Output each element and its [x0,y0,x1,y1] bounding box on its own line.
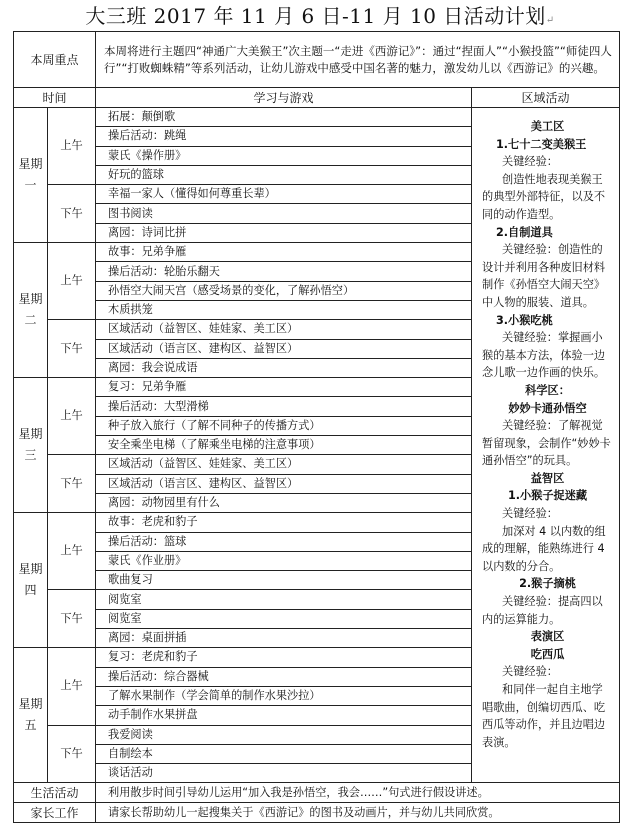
region-perf-1-key: 关键经验： [502,665,558,679]
day-label-mon: 星期一 [14,108,48,243]
region-art-1-title: 1.七十二变美猴王 [496,137,587,151]
activity-item: 离园：桌面拼插 [96,629,472,648]
schedule-table [13,31,620,823]
region-perf-1-title: 吃西瓜 [530,647,565,661]
region-puz-1-text: 加深对 4 以内数的组成的理解，能熟练进行 4 以内数的分合。 [482,524,606,573]
activity-item: 我爱阅读 [96,725,472,744]
activity-item: 木质拱笼 [96,300,472,319]
paragraph-mark-icon: ↵ [545,15,555,26]
activity-item: 孙悟空大闹天宫（感受场景的变化，了解孙悟空） [96,281,472,300]
activity-item: 幸福一家人（懂得如何尊重长辈） [96,185,472,204]
slot-morning: 上午 [48,108,96,185]
activity-item: 区域活动（语言区、建构区、益智区） [96,339,472,358]
region-puz-2-text: 关键经验：提高四以内的运算能力。 [482,595,603,626]
activity-item: 蒙氏《作业册》 [96,551,472,570]
region-sci-1-title: 妙妙卡通孙悟空 [508,401,587,415]
slot-afternoon: 下午 [48,590,96,648]
activity-item: 自制绘本 [96,744,472,763]
parents-row [14,803,620,823]
activity-item: 拓展：颠倒歌 [96,108,472,127]
activity-item: 区域活动（益智区、娃娃家、美工区） [96,320,472,339]
life-text: 利用散步时间引导幼儿运用“加入我是孙悟空，我会……”句式进行假设讲述。 [96,783,620,803]
activity-item: 离园：我会说成语 [96,358,472,377]
focus-label: 本周重点 [14,32,96,88]
region-art-1-key: 关键经验： [502,155,558,169]
activity-item: 故事：老虎和豹子 [96,513,472,532]
activity-item: 复习：老虎和豹子 [96,648,472,667]
activity-item: 阅览室 [96,609,472,628]
activity-item: 安全乘坐电梯（了解乘坐电梯的注意事项） [96,436,472,455]
activity-item: 区域活动（语言区、建构区、益智区） [96,474,472,493]
region-puz-1-key: 关键经验： [502,507,558,521]
activity-item: 操后活动：综合器械 [96,667,472,686]
activity-item: 好玩的篮球 [96,165,472,184]
region-perf-1-text: 和同伴一起自主地学唱歌曲，创编切西瓜、吃西瓜等动作，并且边唱边表演。 [482,683,606,749]
focus-text: 本周将进行主题四“神通广大美猴王”次主题一“走进《西游记》”：通过“捏面人”“小猴投篮”“师徒四人行”“打败蜘蛛精”等系列活动，让幼儿游戏中感受中国名著的魅力，激发幼儿以《西游记》的兴趣。 [96,32,620,88]
header-row [14,88,620,108]
slot-morning: 上午 [48,243,96,320]
day-label-tue: 星期二 [14,243,48,378]
slot-afternoon: 下午 [48,185,96,243]
region-art-3-text: 关键经验：掌握画小猴的基本方法，体验一边念儿歌一边作画的快乐。 [482,331,606,380]
slot-morning: 上午 [48,513,96,590]
region-art-title: 美工区 [530,120,565,133]
activity-item: 复习：兄弟争雁 [96,378,472,397]
activity-item: 操后活动：跳绳 [96,127,472,146]
region-puz-title: 益智区 [530,471,565,485]
region-perf-title: 表演区 [530,630,565,644]
activity-item: 蒙氏《操作册》 [96,146,472,165]
region-art-2-title: 2.自制道具 [496,225,553,239]
slot-morning: 上午 [48,648,96,725]
day-label-thu: 星期四 [14,513,48,648]
life-label: 生活活动 [14,783,96,803]
activity-item: 了解水果制作（学会简单的制作水果沙拉） [96,686,472,705]
table-row [14,108,620,127]
slot-afternoon: 下午 [48,725,96,783]
slot-afternoon: 下午 [48,455,96,513]
focus-row [14,32,620,88]
activity-item: 谈话活动 [96,764,472,783]
activity-item: 阅览室 [96,590,472,609]
activity-item: 操后活动：大型滑梯 [96,397,472,416]
region-puz-2-title: 2.猴子摘桃 [519,577,576,591]
region-art-1-text: 创造性地表现美猴王的典型外部特征，以及不同的动作造型。 [482,172,606,221]
slot-morning: 上午 [48,378,96,455]
header-region: 区域活动 [472,88,620,108]
header-time: 时间 [14,88,96,108]
activity-item: 歌曲复习 [96,571,472,590]
activity-item: 离园：动物园里有什么 [96,493,472,512]
region-activities [472,108,620,783]
region-art-2-text: 关键经验：创造性的设计并利用各种废旧材料制作《孙悟空大闹天空》中人物的服装、道具。 [482,243,606,309]
parents-label: 家长工作 [14,803,96,823]
slot-afternoon: 下午 [48,320,96,378]
page-title [0,0,640,32]
region-sci-1-text: 关键经验：了解视觉暂留现象，会制作“妙妙卡通孙悟空”的玩具。 [482,419,611,468]
day-label-fri: 星期五 [14,648,48,783]
activity-item: 操后活动：轮胎乐翻天 [96,262,472,281]
region-sci-title: 科学区： [525,383,570,397]
day-label-wed: 星期三 [14,378,48,513]
header-learning: 学习与游戏 [96,88,472,108]
activity-item: 操后活动：篮球 [96,532,472,551]
activity-item: 区域活动（益智区、娃娃家、美工区） [96,455,472,474]
activity-item: 动手制作水果拼盘 [96,706,472,725]
life-row [14,783,620,803]
title-text: 大三班 2017 年 11 月 6 日-11 月 10 日活动计划 [85,4,546,28]
region-puz-1-title: 1.小猴子捉迷藏 [507,489,588,503]
activity-item: 图书阅读 [96,204,472,223]
parents-text: 请家长帮助幼儿一起搜集关于《西游记》的图书及动画片，并与幼儿共同欣赏。 [96,803,620,823]
activity-item: 种子放入旅行（了解不同种子的传播方式） [96,416,472,435]
activity-item: 故事：兄弟争雁 [96,243,472,262]
region-art-3-title: 3.小猴吃桃 [496,313,553,327]
activity-item: 离园：诗词比拼 [96,223,472,242]
